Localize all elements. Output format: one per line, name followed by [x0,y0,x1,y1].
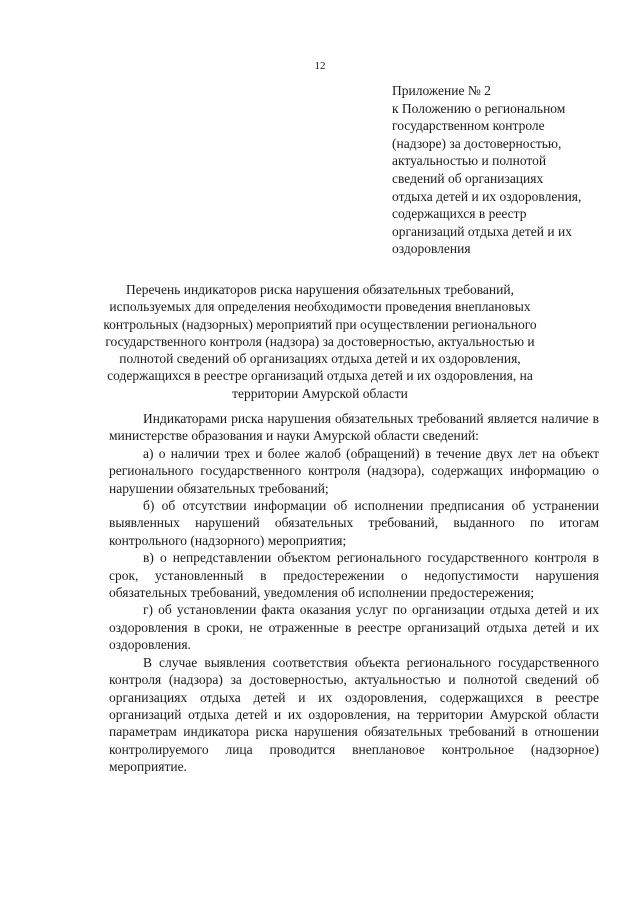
appendix-line: отдыха детей и их оздоровления, [392,188,582,204]
page-number: 12 [314,60,326,72]
appendix-block [392,82,622,258]
appendix-line: содержащихся в реестр [392,206,527,222]
appendix-line: сведений об организациях [392,170,544,186]
appendix-line: государственном контроле [392,118,545,134]
heading-line: Перечень индикаторов риска нарушения обязательных требований, [126,282,514,297]
appendix-line: организаций отдыха детей и их [392,223,572,239]
body-paragraph: в) о непредставлении объектом регионального государственного контроля в срок, установленный в предостережении о недопустимости нарушения обязательных требований, уведомления об исполнении предостережения; [109,550,599,601]
heading-line: государственного контроля (надзора) за достоверностью, актуальностью и [105,333,535,349]
body-paragraph: г) об установлении факта оказания услуг по организации отдыха детей и их оздоровления в сроки, не отраженные в реестре организаций отдыха детей и их оздоровления. [109,602,599,653]
appendix-line: Приложение № 2 [392,83,491,98]
document-body [109,410,599,776]
appendix-line: к Положению о региональном [392,100,566,116]
body-paragraph: Индикаторами риска нарушения обязательных требований является наличие в министерстве образования и науки Амурской области сведений: [109,411,599,444]
heading-line: используемых для определения необходимости проведения внеплановых [109,299,531,315]
body-paragraph: В случае выявления соответствия объекта регионального государственного контроля (надзора) за достоверностью, актуальностью и полнотой сведений об организациях отдыха детей и их оздоровления, содержащихся в реестре организаций отдыха детей и их оздоровления, на территории Амурской области параметрам индикатора риска нарушения обязательных требований в отношении контролируемого лица проводится внеплановое контрольное (надзорное) мероприятие. [109,654,599,775]
heading-line: территории Амурской области [232,385,408,401]
heading-line: контрольных (надзорных) мероприятий при осуществлении регионального [103,316,537,332]
body-paragraph: б) об отсутствии информации об исполнении предписания об устранении выявленных нарушений обязательных требований, выданного по итогам контрольного (надзорного) мероприятия; [109,498,599,548]
appendix-line: (надзоре) за достоверностью, [392,135,562,151]
document-heading [100,281,540,402]
appendix-line: оздоровления [392,241,471,257]
heading-line: полнотой сведений об организациях отдыха детей и их оздоровления, [119,351,521,367]
heading-line: содержащихся в реестре организаций отдыха детей и их оздоровления, на [107,368,533,384]
body-paragraph: а) о наличии трех и более жалоб (обращений) в течение двух лет на объект регионального государственного контроля (надзора), содержащих информацию о нарушении обязательных требований; [109,445,599,496]
appendix-line: актуальностью и полнотой [392,153,547,169]
